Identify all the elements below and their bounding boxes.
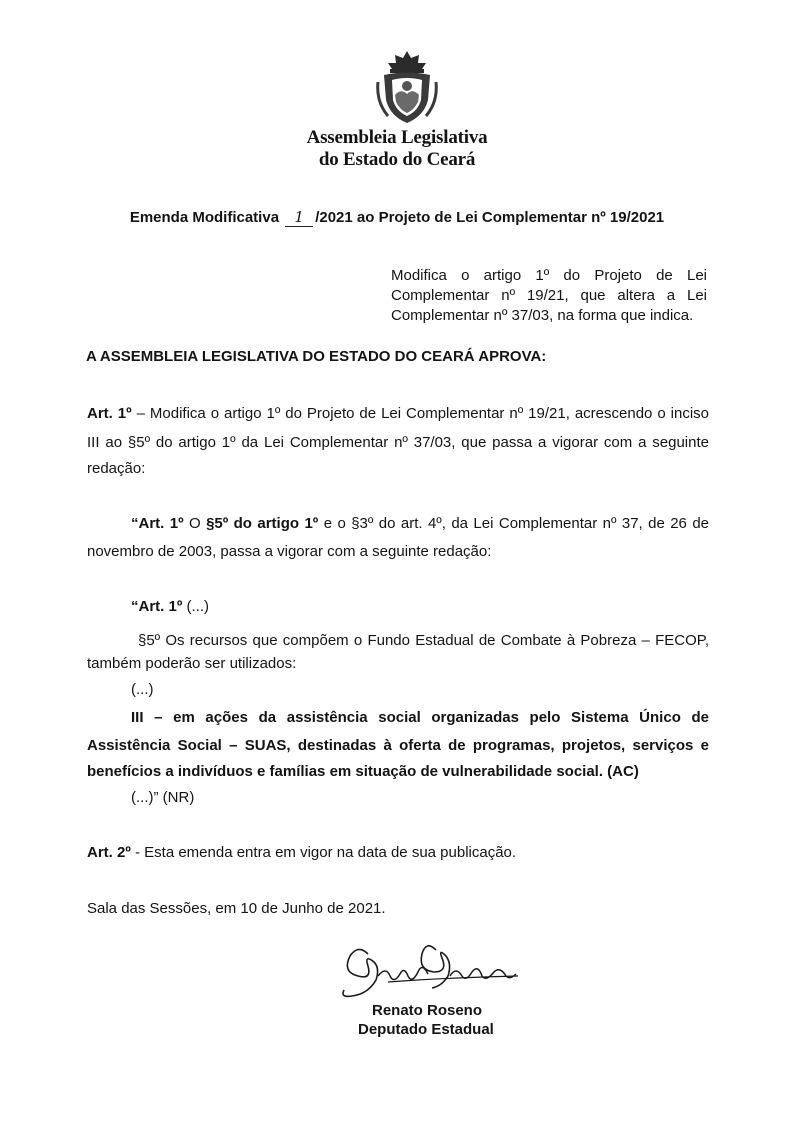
art1-line1: [87, 405, 709, 422]
quote-line2: novembro de 2003, passa a vigorar com a seguinte redação:: [87, 543, 492, 560]
quote-art1-rest: (...): [182, 598, 209, 615]
document-title: [40, 208, 754, 227]
art1-line3: redação:: [87, 460, 146, 477]
quote-paragraph-ref: §5º do artigo 1º: [206, 515, 319, 532]
location-date: Sala das Sessões, em 10 de Junho de 2021.: [87, 900, 386, 917]
approval-heading: A ASSEMBLEIA LEGISLATIVA DO ESTADO DO CEARÁ APROVA:: [86, 348, 547, 365]
art1-label: Art. 1º: [87, 405, 132, 422]
quote-rest-line1: e o §3º do art. 4º, da Lei Complementar nº 37, de 26 de: [318, 515, 709, 532]
art2-text: - Esta emenda entra em vigor na data de sua publicação.: [130, 844, 517, 861]
inciso-line2: Assistência Social – SUAS, destinadas à oferta de programas, projetos, serviços e: [87, 737, 709, 754]
title-suffix: /2021 ao Projeto de Lei Complementar nº 19/2021: [315, 209, 665, 226]
inciso-line3: benefícios a indivíduos e famílias em situação de vulnerabilidade social. (AC): [87, 763, 639, 780]
coat-of-arms-icon: [374, 48, 440, 128]
title-prefix: Emenda Modificativa: [129, 209, 280, 226]
quote-line1: [131, 515, 709, 532]
ellipsis: (...): [131, 681, 154, 698]
art2: [87, 844, 516, 861]
inciso-line1: III – em ações da assistência social organizadas pelo Sistema Único de: [131, 709, 709, 726]
quote-closing: (...)” (NR): [131, 789, 195, 806]
institution-name-line2: do Estado do Ceará: [318, 149, 476, 170]
paragraph5-line2: também poderão ser utilizados:: [87, 655, 297, 672]
signer-role: Deputado Estadual: [358, 1021, 494, 1038]
quote-art1-label: “Art. 1º: [131, 598, 183, 615]
amendment-number: 1: [285, 208, 313, 227]
art2-label: Art. 2º: [87, 844, 131, 861]
ementa-summary: Modifica o artigo 1º do Projeto de Lei Complementar nº 19/21, que altera a Lei Complementar nº 37/03, na forma que indica.: [391, 267, 707, 324]
quote-o: O: [183, 515, 207, 532]
handwritten-signature: [328, 936, 528, 1002]
paragraph5-line1: §5º Os recursos que compõem o Fundo Estadual de Combate à Pobreza – FECOP,: [138, 632, 709, 649]
quote-art-label: “Art. 1º: [131, 515, 184, 532]
signer-name: Renato Roseno: [372, 1002, 483, 1019]
art1-text-line1: – Modifica o artigo 1º do Projeto de Lei Complementar nº 19/21, acrescendo o inciso: [131, 405, 709, 422]
art1-line2: III ao §5º do artigo 1º da Lei Complementar nº 37/03, que passa a vigorar com a seguinte: [87, 434, 709, 451]
institution-name-line1: Assembleia Legislativa: [306, 127, 488, 148]
quote-art1: [131, 598, 209, 615]
